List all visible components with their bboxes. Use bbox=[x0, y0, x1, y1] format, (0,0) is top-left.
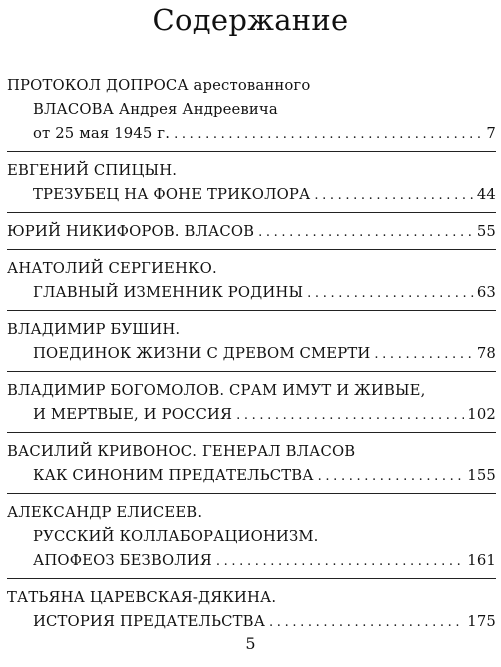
toc-entry-page: 63 bbox=[476, 284, 496, 301]
toc-entry-last-line bbox=[7, 220, 496, 244]
toc-entry-page: 55 bbox=[476, 223, 496, 240]
toc-entry-last-line bbox=[7, 403, 496, 427]
toc-entry-line: ВЛАСОВА Андрея Андреевича bbox=[33, 101, 278, 118]
toc-entry-page: 78 bbox=[476, 345, 496, 362]
toc-entry-line: ТАТЬЯНА ЦАРЕВСКАЯ-ДЯКИНА. bbox=[7, 589, 277, 606]
toc-entry-text: ИСТОРИЯ ПРЕДАТЕЛЬСТВА bbox=[33, 613, 266, 630]
entry-divider bbox=[7, 371, 496, 372]
toc-entry-page: 155 bbox=[467, 467, 496, 484]
entry-divider bbox=[7, 578, 496, 579]
page-title: Содержание bbox=[152, 3, 349, 37]
table-of-contents bbox=[7, 74, 496, 634]
entry-divider bbox=[7, 212, 496, 213]
dot-leader bbox=[258, 221, 474, 245]
dot-leader bbox=[269, 611, 464, 635]
dot-leader bbox=[236, 404, 464, 428]
entry-divider bbox=[7, 151, 496, 152]
toc-entry-last-line bbox=[7, 549, 496, 573]
toc-entry[interactable] bbox=[7, 501, 496, 573]
entry-divider bbox=[7, 249, 496, 250]
toc-entry-text: ЮРИЙ НИКИФОРОВ. ВЛАСОВ bbox=[7, 223, 255, 240]
toc-entry-last-line bbox=[7, 281, 496, 305]
toc-entry[interactable] bbox=[7, 257, 496, 305]
toc-entry-text: ГЛАВНЫЙ ИЗМЕННИК РОДИНЫ bbox=[33, 284, 304, 301]
toc-entry-text: КАК СИНОНИМ ПРЕДАТЕЛЬСТВА bbox=[33, 467, 314, 484]
toc-entry-line: ВЛАДИМИР БУШИН. bbox=[7, 321, 181, 338]
toc-entry[interactable] bbox=[7, 586, 496, 634]
dot-leader bbox=[318, 465, 465, 489]
toc-entry-last-line bbox=[7, 122, 496, 146]
toc-entry-page: 44 bbox=[476, 186, 496, 203]
dot-leader bbox=[307, 282, 474, 306]
toc-entry-line: ЕВГЕНИЙ СПИЦЫН. bbox=[7, 162, 178, 179]
toc-entry-line: ПРОТОКОЛ ДОПРОСА арестованного bbox=[7, 77, 311, 94]
toc-entry-line: ВЛАДИМИР БОГОМОЛОВ. СРАМ ИМУТ И ЖИВЫЕ, bbox=[7, 382, 426, 399]
dot-leader bbox=[374, 343, 473, 367]
toc-entry-line: АНАТОЛИЙ СЕРГИЕНКО. bbox=[7, 260, 217, 277]
toc-entry-last-line bbox=[7, 464, 496, 488]
toc-entry[interactable] bbox=[7, 440, 496, 488]
toc-entry-last-line bbox=[7, 342, 496, 366]
toc-entry-line: ВАСИЛИЙ КРИВОНОС. ГЕНЕРАЛ ВЛАСОВ bbox=[7, 443, 356, 460]
dot-leader bbox=[314, 184, 474, 208]
toc-entry[interactable] bbox=[7, 220, 496, 244]
toc-entry-line: АЛЕКСАНДР ЕЛИСЕЕВ. bbox=[7, 504, 203, 521]
entry-divider bbox=[7, 432, 496, 433]
dot-leader bbox=[216, 550, 464, 574]
toc-entry-line: РУССКИЙ КОЛЛАБОРАЦИОНИЗМ. bbox=[33, 528, 319, 545]
toc-entry[interactable] bbox=[7, 74, 496, 146]
dot-leader bbox=[174, 123, 483, 147]
toc-entry-page: 102 bbox=[467, 406, 496, 423]
entry-divider bbox=[7, 310, 496, 311]
toc-entry-text: И МЕРТВЫЕ, И РОССИЯ bbox=[33, 406, 233, 423]
toc-entry-last-line bbox=[7, 610, 496, 634]
toc-entry-text: ПОЕДИНОК ЖИЗНИ С ДРЕВОМ СМЕРТИ bbox=[33, 345, 371, 362]
toc-entry-page: 7 bbox=[486, 125, 496, 142]
entry-divider bbox=[7, 493, 496, 494]
toc-entry-page: 161 bbox=[467, 552, 496, 569]
toc-entry-text: от 25 мая 1945 г. bbox=[33, 125, 171, 142]
toc-entry-last-line bbox=[7, 183, 496, 207]
toc-entry[interactable] bbox=[7, 159, 496, 207]
toc-entry-text: АПОФЕОЗ БЕЗВОЛИЯ bbox=[33, 552, 212, 569]
toc-entry-page: 175 bbox=[467, 613, 496, 630]
toc-entry[interactable] bbox=[7, 379, 496, 427]
toc-entry-text: ТРЕЗУБЕЦ НА ФОНЕ ТРИКОЛОРА bbox=[33, 186, 311, 203]
toc-entry[interactable] bbox=[7, 318, 496, 366]
page-number: 5 bbox=[245, 634, 256, 653]
